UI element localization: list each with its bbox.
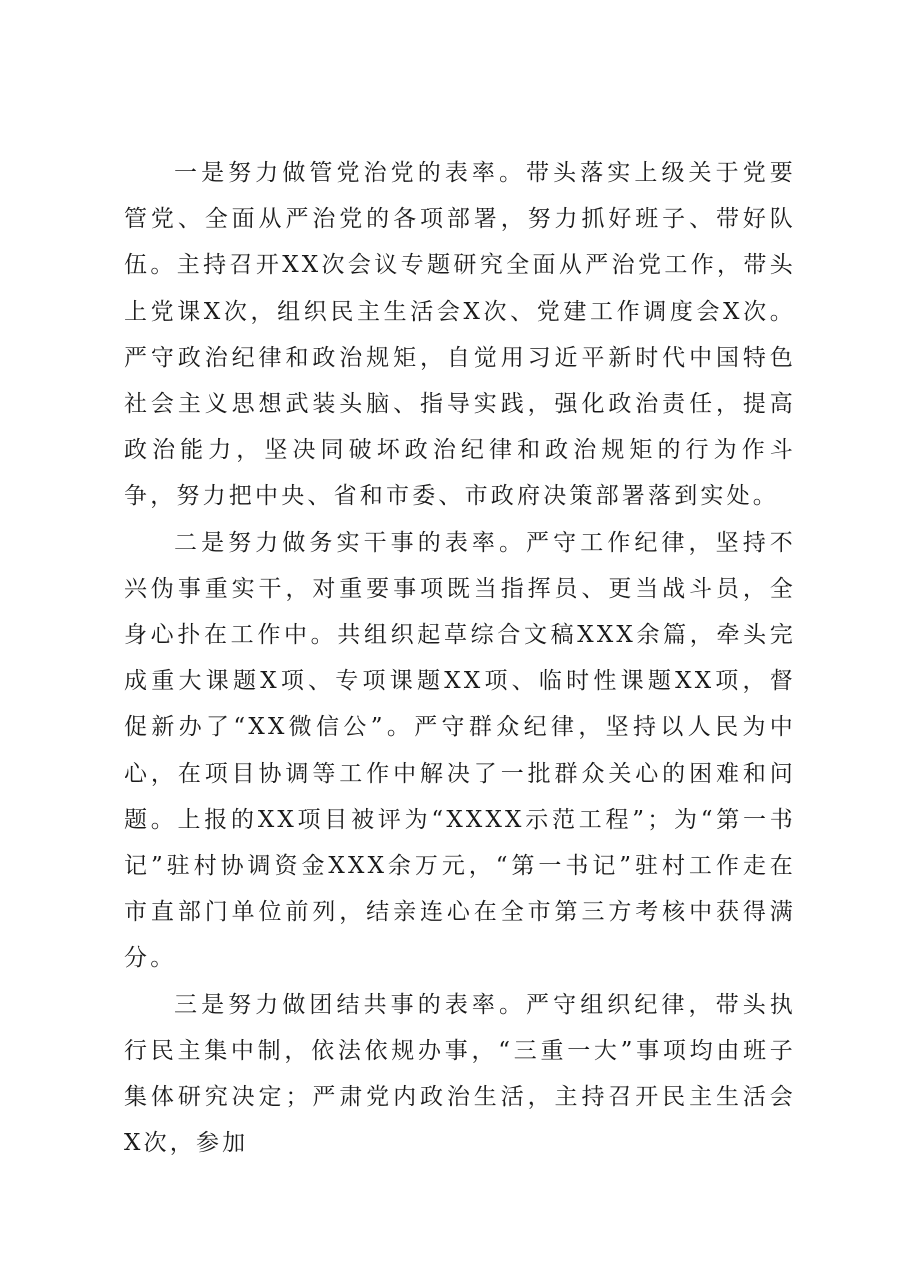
paragraph-3: 三是努力做团结共事的表率。严守组织纪律，带头执行民主集中制，依法依规办事，“三重一大”事项均由班子集体研究决定；严肃党内政治生活，主持召开民主生活会X次，参加 [124, 991, 796, 1157]
paragraph-2: 二是努力做务实干事的表率。严守工作纪律，坚持不兴伪事重实干，对重要事项既当指挥员、更当战斗员，全身心扑在工作中。共组织起草综合文稿XXX余篇，牵头完成重大课题X项、专项课题XX项、临时性课题XX项，督促新办了“XX微信公”。严守群众纪律，坚持以人民为中心，在项目协调等工作中解决了一批群众关心的困难和问题。上报的XX项目被评为“XXXX示范工程”；为“第一书记”驻村协调资金XXX余万元，“第一书记”驻村工作走在市直部门单位前列，结亲连心在全市第三方考核中获得满分。 [124, 529, 796, 972]
paragraph-1: 一是努力做管党治党的表率。带头落实上级关于党要管党、全面从严治党的各项部署，努力抓好班子、带好队伍。主持召开XX次会议专题研究全面从严治党工作，带头上党课X次，组织民主生活会X次、党建工作调度会X次。严守政治纪律和政治规矩，自觉用习近平新时代中国特色社会主义思想武装头脑、指导实践，强化政治责任，提高政治能力，坚决同破坏政治纪律和政治规矩的行为作斗争，努力把中央、省和市委、市政府决策部署落到实处。 [124, 160, 796, 510]
document-body [124, 150, 796, 1166]
